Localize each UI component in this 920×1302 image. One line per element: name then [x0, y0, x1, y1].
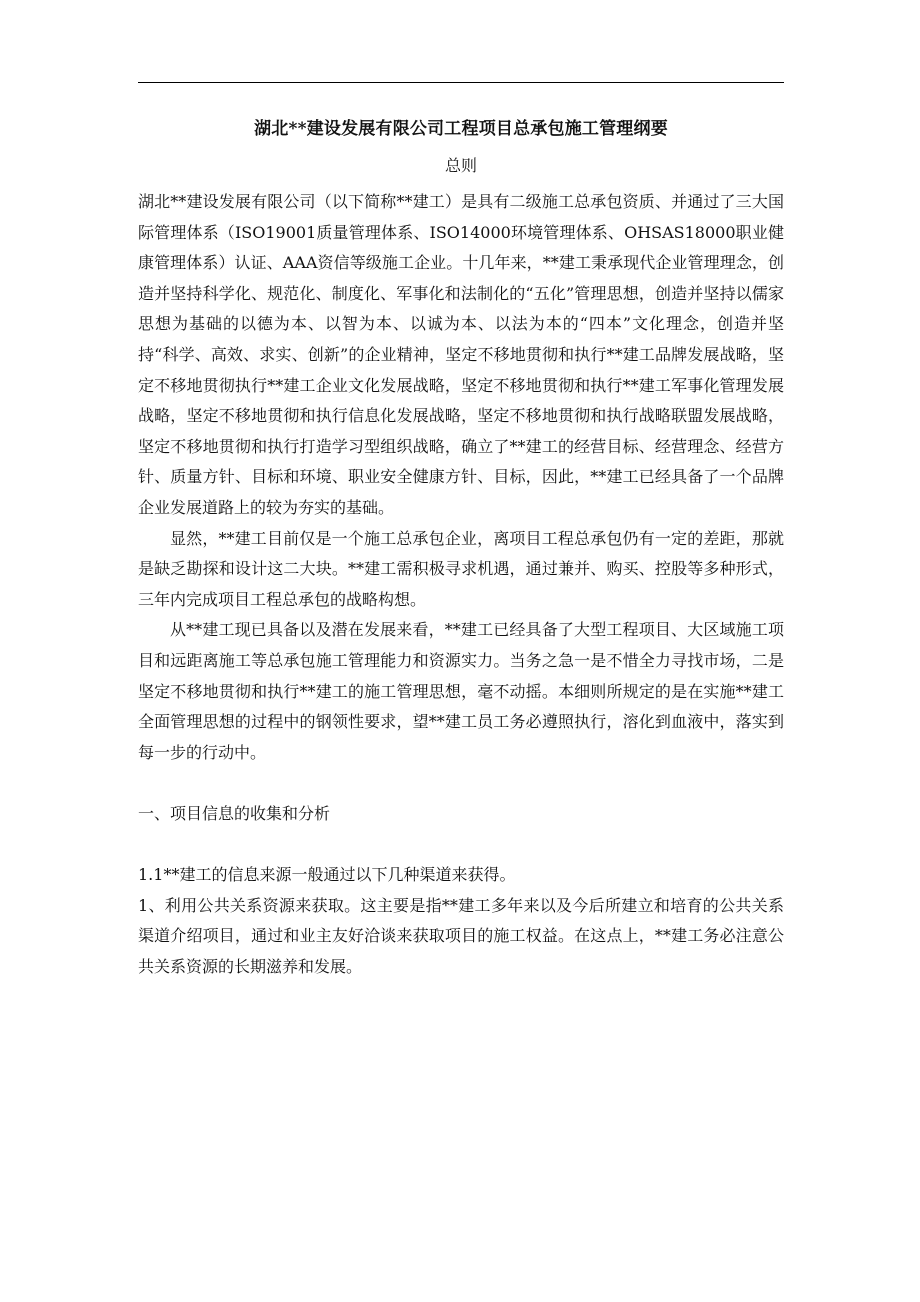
paragraph-gap: 显然，**建工目前仅是一个施工总承包企业，离项目工程总承包仍有一定的差距，那就是缺乏勘探和设计这二大块。**建工需积极寻求机遇，通过兼并、购买、控股等多种形式，三年内完成项目工程总承包的战略构想。: [138, 528, 784, 609]
list-item: 1、利用公共关系资源来获取。这主要是指**建工多年来以及今后所建立和培育的公共关系渠道介绍项目，通过和业主友好洽谈来获取项目的施工权益。在这点上，**建工务必注意公共关系资源的长期滋养和发展。: [138, 895, 784, 976]
header-rule: [138, 82, 784, 83]
subsection-heading: 1.1**建工的信息来源一般通过以下几种渠道来获得。: [138, 865, 516, 885]
document-title: 湖北**建设发展有限公司工程项目总承包施工管理纲要: [254, 119, 668, 139]
document-subtitle: 总则: [444, 156, 477, 175]
document-body: [138, 187, 784, 982]
paragraph-intro: 湖北**建设发展有限公司（以下简称**建工）是具有二级施工总承包资质、并通过了三大国际管理体系（ISO19001质量管理体系、ISO14000环境管理体系、OHSAS18000职业健康管理体系）认证、AAA资信等级施工企业。十几年来，**建工秉承现代企业管理理念，创造并坚持科学化、规范化、制度化、军事化和法制化的“五化”管理思想，创造并坚持以儒家思想为基础的以德为本、以智为本、以诚为本、以法为本的“四本”文化理念，创造并坚持“科学、高效、求实、创新”的企业精神，坚定不移地贯彻和执行**建工品牌发展战略，坚定不移地贯彻执行**建工企业文化发展战略，坚定不移地贯彻和执行**建工军事化管理发展战略，坚定不移地贯彻和执行信息化发展战略，坚定不移地贯彻和执行战略联盟发展战略，坚定不移地贯彻和执行打造学习型组织战略，确立了**建工的经营目标、经营理念、经营方针、质量方针、目标和环境、职业安全健康方针、目标，因此，**建工已经具备了一个品牌企业发展道路上的较为夯实的基础。: [138, 192, 784, 517]
blank-line: [138, 829, 784, 860]
blank-line: [138, 768, 784, 799]
section-heading: 一、项目信息的收集和分析: [138, 803, 331, 823]
paragraph-strategy: 从**建工现已具备以及潜在发展来看，**建工已经具备了大型工程项目、大区域施工项目和远距离施工等总承包施工管理能力和资源实力。当务之急一是不惜全力寻找市场，二是坚定不移地贯彻和执行**建工的施工管理思想，毫不动摇。本细则所规定的是在实施**建工全面管理思想的过程中的钢领性要求，望**建工员工务必遵照执行，溶化到血液中，落实到每一步的行动中。: [138, 620, 784, 762]
